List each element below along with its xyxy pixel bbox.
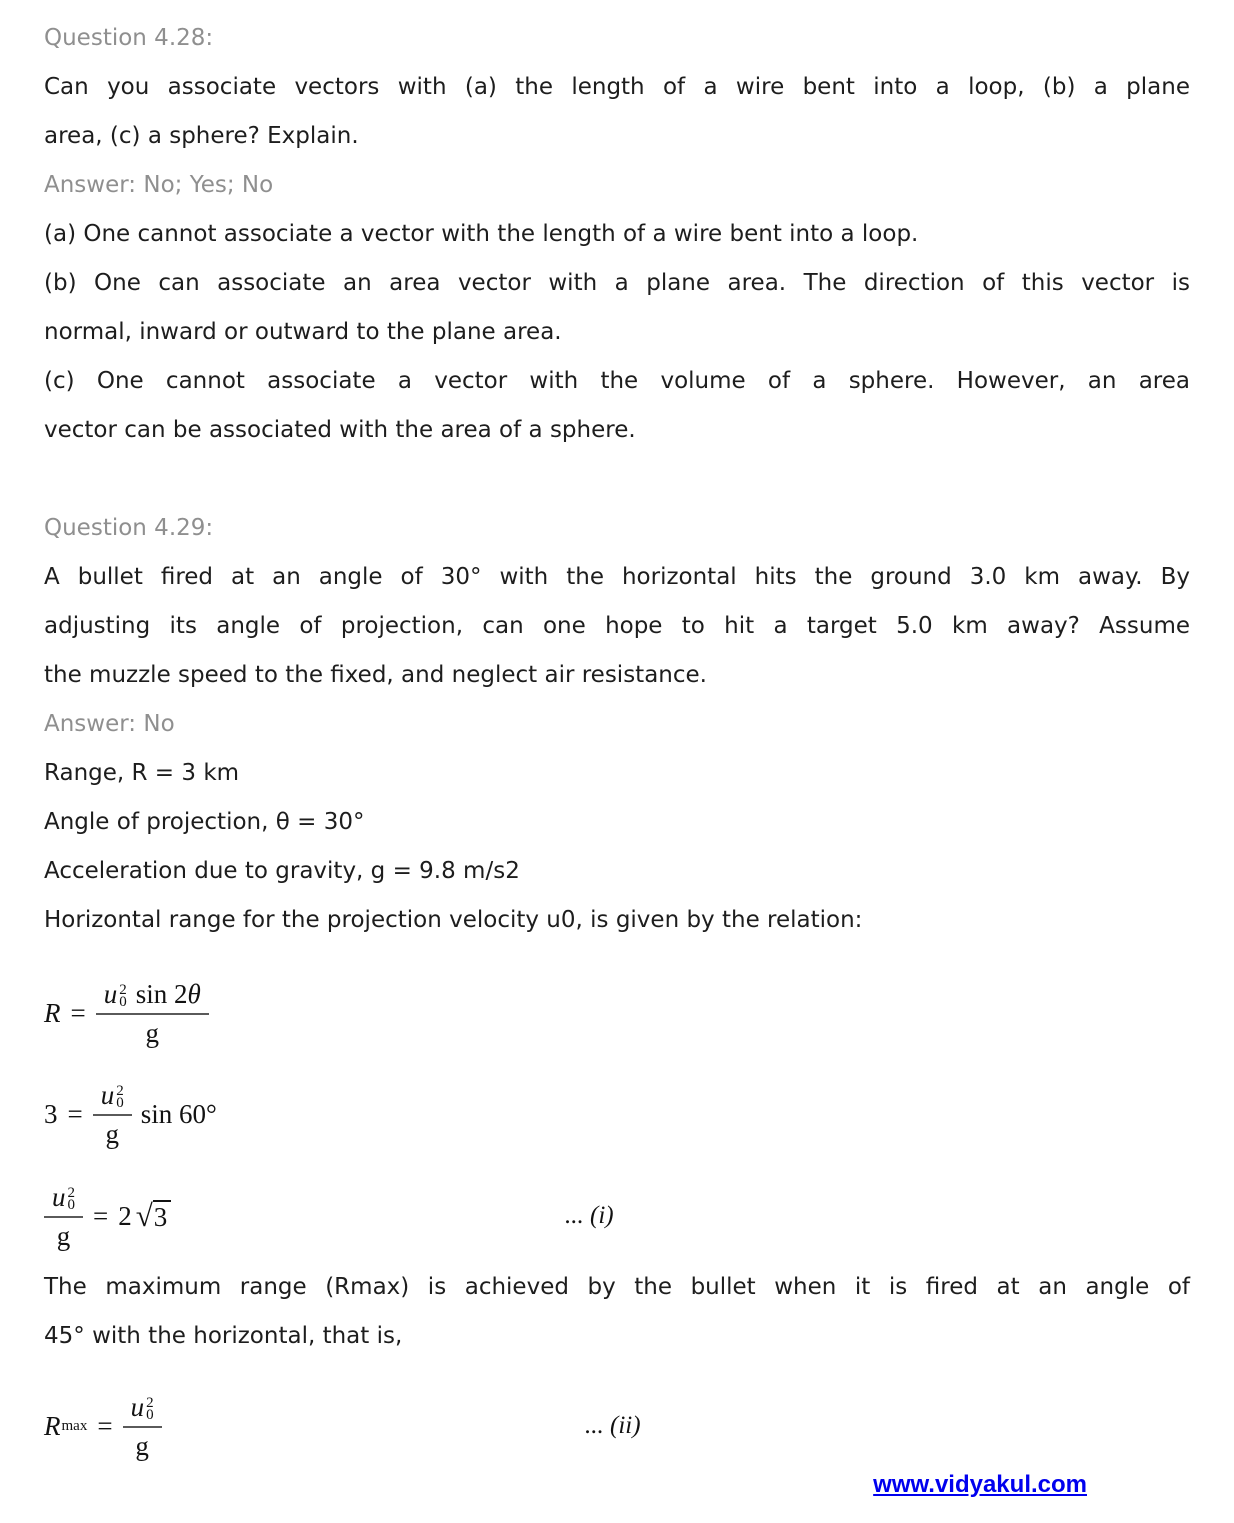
fraction <box>93 1079 132 1150</box>
q429-relation-intro: Horizontal range for the projection velocity u0, is given by the relation: <box>44 907 863 933</box>
q429-max-range-line-1: The maximum range (Rmax) is achieved by the bullet when it is fired at an angle of <box>44 1274 1190 1300</box>
superscript: 2 <box>67 1185 75 1201</box>
fraction-denominator: g <box>145 1017 159 1048</box>
formula-lhs: R <box>44 997 61 1028</box>
q429-given-range: Range, R = 3 km <box>44 760 240 786</box>
fraction-numerator <box>96 978 209 1015</box>
superscript: 2 <box>146 1395 154 1411</box>
q428-answer-b-line-2: normal, inward or outward to the plane area. <box>44 319 562 345</box>
fraction <box>96 978 209 1049</box>
q429-question-line-1: A bullet fired at an angle of 30° with the horizontal hits the ground 3.0 km away. By <box>44 564 1190 590</box>
sin-term: sin 2 <box>135 978 188 1009</box>
theta-symbol: θ <box>187 978 201 1009</box>
fraction-denominator: g <box>56 1220 71 1251</box>
subscript: 0 <box>119 994 127 1010</box>
sub-sup-stack <box>119 984 127 1008</box>
superscript: 2 <box>119 982 127 998</box>
q429-max-range-line-2: 45° with the horizontal, that is, <box>44 1323 403 1349</box>
q429-question-line-2: adjusting its angle of projection, can one hope to hit a target 5.0 km away? Assume <box>44 613 1190 639</box>
q428-answer-a: (a) One cannot associate a vector with the length of a wire bent into a loop. <box>44 221 919 247</box>
blank-line <box>44 455 1190 504</box>
q428-question-line-1: Can you associate vectors with (a) the length of a wire bent into a loop, (b) a plane <box>44 74 1190 100</box>
q428-answer-c-line-1: (c) One cannot associate a vector with the volume of a sphere. However, an area <box>44 368 1190 394</box>
equals-sign: = <box>67 1098 83 1129</box>
subscript: 0 <box>67 1197 75 1213</box>
equals-sign: = <box>93 1200 109 1231</box>
q428-answer-summary: Answer: No; Yes; No <box>44 172 274 198</box>
vidyakul-link[interactable]: www.vidyakul.com <box>873 1471 1087 1498</box>
fraction-numerator <box>123 1391 162 1428</box>
q429-answer-summary: Answer: No <box>44 711 175 737</box>
superscript: 2 <box>116 1083 124 1099</box>
q428-question-line-2: area, (c) a sphere? Explain. <box>44 123 359 149</box>
coefficient: 2 <box>118 1200 132 1231</box>
q428-answer-c-line-2: vector can be associated with the area of a sphere. <box>44 417 636 443</box>
sub-sup-stack <box>116 1085 124 1109</box>
sub-sup-stack <box>146 1397 154 1421</box>
sub-sup-stack <box>68 1187 76 1211</box>
fraction-numerator <box>44 1181 83 1218</box>
equals-sign: = <box>70 997 86 1028</box>
subscript: 0 <box>146 1407 154 1423</box>
q429-given-angle: Angle of projection, θ = 30° <box>44 809 365 835</box>
formula-rmax-equation <box>44 1379 1190 1473</box>
equation-label-ii: ... (ii) <box>585 1412 641 1439</box>
sqrt-icon: √ <box>135 1198 153 1233</box>
q428-answer-b-line-1: (b) One can associate an area vector with a plane area. The direction of this vector is <box>44 270 1190 296</box>
q429-question-line-3: the muzzle speed to the fixed, and neglect air resistance. <box>44 662 707 688</box>
radicand: 3 <box>153 1200 172 1233</box>
formula-three-equals <box>44 1067 1190 1161</box>
rmax-subscript: max <box>61 1417 88 1434</box>
velocity-symbol: u <box>100 1079 115 1110</box>
fraction-numerator <box>93 1079 132 1116</box>
q429-given-gravity: Acceleration due to gravity, g = 9.8 m/s2 <box>44 858 520 884</box>
formula-lhs: 3 <box>44 1098 58 1129</box>
fraction-denominator: g <box>135 1430 149 1461</box>
subscript: 0 <box>116 1095 124 1111</box>
rmax-symbol: R <box>44 1410 61 1441</box>
equals-sign: = <box>97 1410 113 1441</box>
fraction-denominator: g <box>105 1118 119 1149</box>
velocity-symbol: u <box>103 978 118 1009</box>
sin-term: sin 60° <box>140 1098 217 1129</box>
formula-range-equation <box>44 967 1190 1059</box>
velocity-symbol: u <box>130 1391 145 1422</box>
question-428-heading: Question 4.28: <box>44 25 214 51</box>
fraction <box>123 1391 162 1462</box>
formula-u-squared-over-g <box>44 1169 1190 1263</box>
equation-label-i: ... (i) <box>565 1202 614 1229</box>
velocity-symbol: u <box>52 1181 66 1212</box>
question-429-heading: Question 4.29: <box>44 515 214 541</box>
fraction <box>44 1181 83 1252</box>
